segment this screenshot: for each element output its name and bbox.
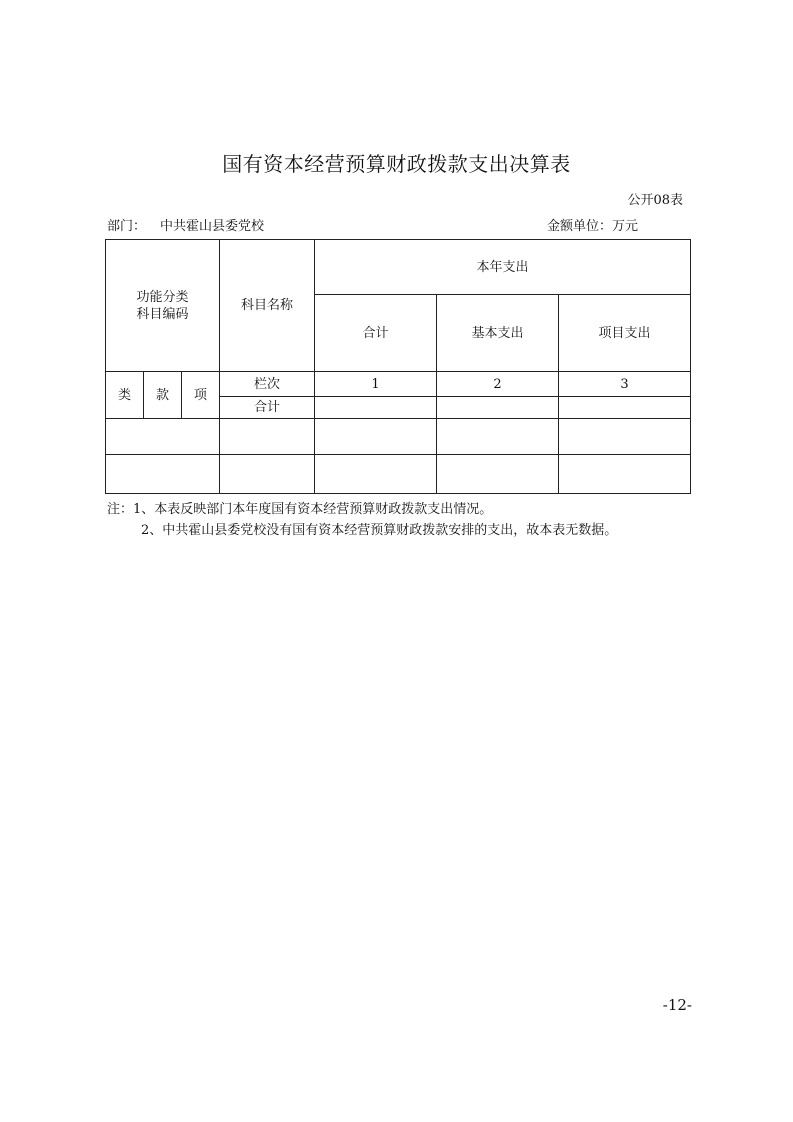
sum-project-cell bbox=[559, 397, 691, 419]
column-index-label: 栏次 bbox=[220, 372, 315, 397]
empty-basic-cell bbox=[437, 455, 559, 494]
department-line bbox=[107, 215, 264, 234]
func-class-header bbox=[106, 240, 220, 372]
empty-name-cell bbox=[220, 419, 315, 455]
page-number: -12- bbox=[662, 996, 692, 1014]
column-index-1: 1 bbox=[315, 372, 437, 397]
basic-header: 基本支出 bbox=[437, 295, 559, 372]
table-row bbox=[106, 455, 691, 494]
column-index-2: 2 bbox=[437, 372, 559, 397]
note-2: 2、中共霍山县委党校没有国有资本经营预算财政拨款安排的支出，故本表无数据。 bbox=[141, 523, 618, 538]
total-header: 合计 bbox=[315, 295, 437, 372]
func-class-line2: 科目编码 bbox=[136, 306, 189, 322]
empty-project-cell bbox=[559, 455, 691, 494]
xiang-header: 项 bbox=[182, 372, 220, 419]
report-table bbox=[105, 239, 691, 494]
empty-total-cell bbox=[315, 455, 437, 494]
empty-project-cell bbox=[559, 419, 691, 455]
sum-basic-cell bbox=[437, 397, 559, 419]
column-index-3: 3 bbox=[559, 372, 691, 397]
sum-row-label: 合计 bbox=[220, 397, 315, 419]
department-label: 部门： bbox=[107, 219, 147, 234]
note-1: 注：1、本表反映部门本年度国有资本经营预算财政拨款支出情况。 bbox=[107, 502, 493, 517]
kuan-header: 款 bbox=[144, 372, 182, 419]
empty-code-cell bbox=[106, 419, 220, 455]
project-header: 项目支出 bbox=[559, 295, 691, 372]
department-value: 中共霍山县委党校 bbox=[160, 219, 265, 234]
column-index-row bbox=[106, 372, 691, 397]
notes bbox=[107, 499, 617, 541]
table-row bbox=[106, 419, 691, 455]
sum-total-cell bbox=[315, 397, 437, 419]
header-row-1 bbox=[106, 240, 691, 295]
empty-basic-cell bbox=[437, 419, 559, 455]
page-title: 国有资本经营预算财政拨款支出决算表 bbox=[222, 152, 571, 176]
empty-name-cell bbox=[220, 455, 315, 494]
empty-code-cell bbox=[106, 455, 220, 494]
amount-unit: 金额单位：万元 bbox=[547, 219, 639, 234]
subject-name-header: 科目名称 bbox=[220, 240, 315, 372]
lei-header: 类 bbox=[106, 372, 144, 419]
empty-total-cell bbox=[315, 419, 437, 455]
form-code: 公开08表 bbox=[627, 193, 683, 208]
current-year-header: 本年支出 bbox=[315, 240, 691, 295]
func-class-line1: 功能分类 bbox=[136, 289, 189, 305]
